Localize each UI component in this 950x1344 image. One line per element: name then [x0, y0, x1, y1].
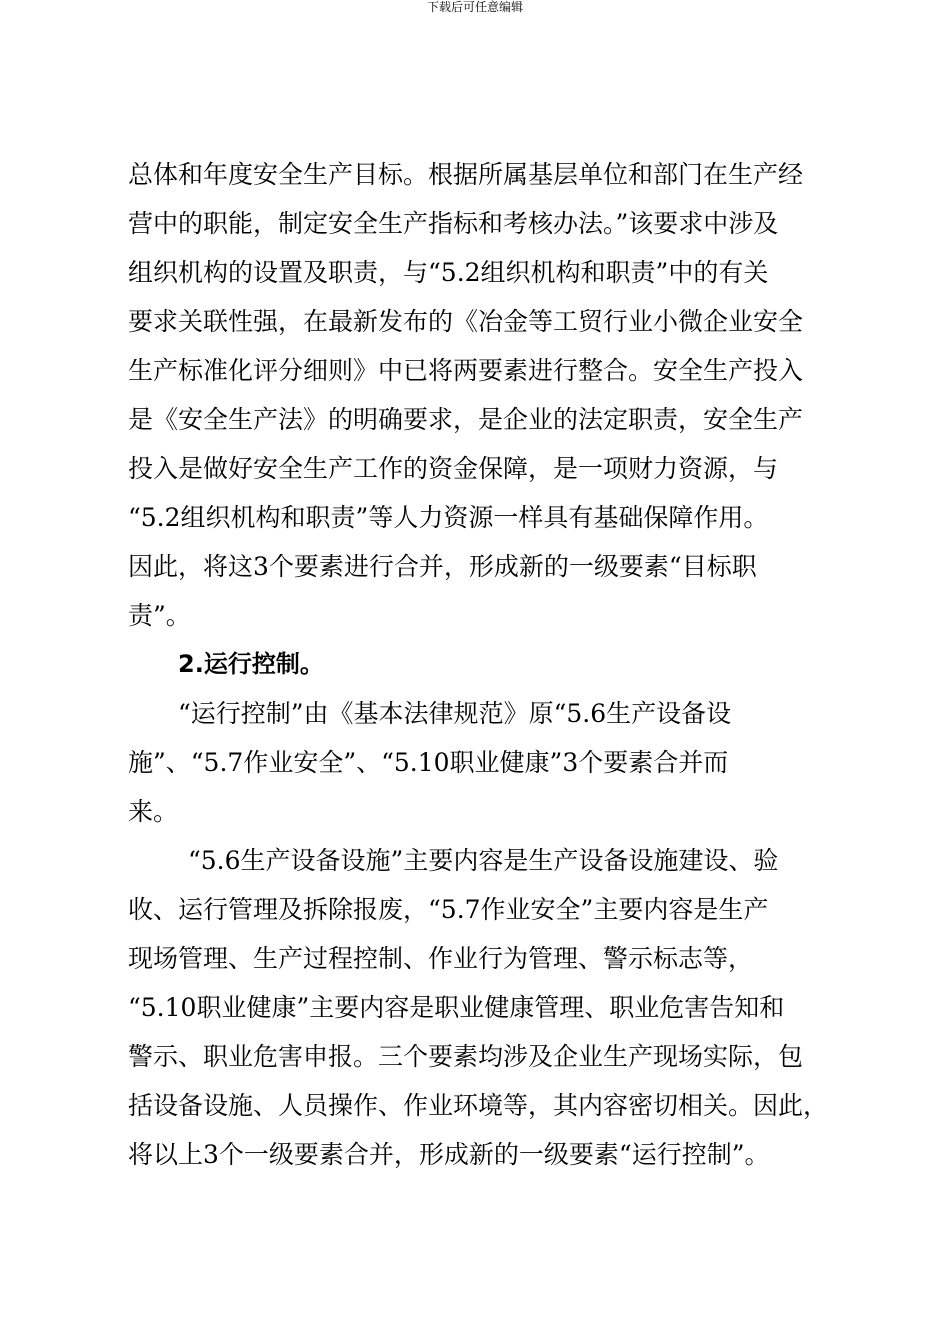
text-line: 现场管理、生产过程控制、作业行为管理、警示标志等，: [128, 944, 754, 973]
text-line: “5.6生产设备设施”主要内容是生产设备设施建设、验: [188, 846, 779, 875]
text-line: 营中的职能，制定安全生产指标和考核办法。”该要求中涉及: [128, 209, 779, 238]
paragraph-3: [128, 836, 828, 1179]
text-line: 总体和年度安全生产目标。根据所属基层单位和部门在生产经: [128, 160, 804, 189]
page-header: 下载后可任意编辑: [426, 0, 523, 14]
text-line: “5.2组织机构和职责”等人力资源一样具有基础保障作用。: [128, 503, 769, 532]
document-body: [128, 150, 828, 1179]
section-heading: 2.运行控制。: [178, 650, 324, 678]
paragraph-2: [128, 689, 828, 836]
text-line: 警示、职业危害申报。三个要素均涉及企业生产现场实际，包: [128, 1042, 804, 1071]
text-line: 收、运行管理及拆除报废，“5.7作业安全”主要内容是生产: [128, 895, 769, 924]
paragraph-1: [128, 150, 828, 640]
text-line: “5.10职业健康”主要内容是职业健康管理、职业危害告知和: [128, 993, 785, 1022]
text-line: 组织机构的设置及职责，与“5.2组织机构和职责”中的有关: [128, 258, 769, 287]
text-line: 来。: [128, 797, 179, 826]
text-line: 要求关联性强，在最新发布的《冶金等工贸行业小微企业安全: [128, 307, 804, 336]
text-line: 施”、“5.7作业安全”、“5.10职业健康”3个要素合并而: [128, 748, 729, 777]
text-line: 投入是做好安全生产工作的资金保障，是一项财力资源，与: [128, 454, 779, 483]
text-line: 生产标准化评分细则》中已将两要素进行整合。安全生产投入: [128, 356, 804, 385]
text-line: 责”。: [128, 601, 191, 630]
text-line: 因此，将这3个要素进行合并，形成新的一级要素“目标职: [128, 552, 757, 581]
text-line: “运行控制”由《基本法律规范》原“5.6生产设备设: [178, 699, 732, 728]
text-line: 括设备设施、人员操作、作业环境等，其内容密切相关。因此，: [128, 1091, 829, 1120]
text-line: 将以上3个一级要素合并，形成新的一级要素“运行控制”。: [128, 1140, 770, 1169]
text-line: 是《安全生产法》的明确要求，是企业的法定职责，安全生产: [128, 405, 804, 434]
